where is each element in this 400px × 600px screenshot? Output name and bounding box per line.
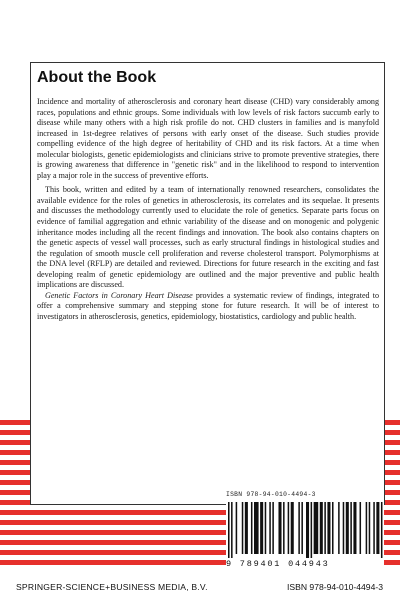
barcode-isbn-label: ISBN 978-94-010-4494-3 <box>226 491 316 498</box>
paragraph-2: This book, written and edited by a team of internationally renowned researchers, consolidates the available evidence for the roles of genetics in atherosclerosis, its correlates and its sequelae. It presents and discusses the methodology currently used to elucidate the role of genetics. Separate parts focus on evidence of familial aggregation and ethnic variability of the disease and on monogenic and polygenic inheritance modes including all the recent findings and innovation. The book also contains chapters on the genetic aspects of vessel wall processes, such as early structural findings in histological studies and the regulation of smooth muscle cell proliferation and reverse cholesterol transport. Polymorphisms at the DNA level (RFLP) are detailed and reviewed. Directions for future research in the exciting and fast developing realm of genetic epidemiology are outlined and the major preventive and public health implications are discussed. <box>37 185 379 290</box>
paragraph-3-text: provides a systematic review of findings, integrated to offer a comprehensive summary and stepping stone for future research. It will be of interest to investigators in atherosclerosis, genetics, epidemiology, biostatistics, cardiology and public health. <box>37 290 379 321</box>
paragraph-3 <box>37 291 379 323</box>
barcode-icon <box>228 502 384 558</box>
footer-isbn: ISBN 978-94-010-4494-3 <box>286 582 383 592</box>
page-title: About the Book <box>37 69 157 86</box>
publisher-name: SPRINGER-SCIENCE+BUSINESS MEDIA, B.V. <box>16 582 208 592</box>
about-the-book-section <box>37 68 379 322</box>
paragraph-1: Incidence and mortality of atherosclerosis and coronary heart disease (CHD) vary considerably among races, populations and ethnic groups. Some individuals with low levels of risk factors succumb early to disease while many others with a high risk profile do not. CHD clusters in families and is manyfold increased in 1st-degree relatives of persons with early onset of the disease. Such studies provide compelling evidence of the high degree of heritability of CHD and its risk factors. At a time when molecular biologists, genetic epidemiologists and clinicians strive to promote preventive strategies, there is growing awareness that difference in "genetic risk" and in the likelihood to respond to intervention play a major role in the success of preventive efforts. <box>37 97 379 180</box>
book-title: Genetic Factors in Coronary Heart Disease <box>45 290 193 300</box>
barcode-block <box>226 491 384 571</box>
barcode-number: 9 789401 044943 <box>226 559 330 569</box>
